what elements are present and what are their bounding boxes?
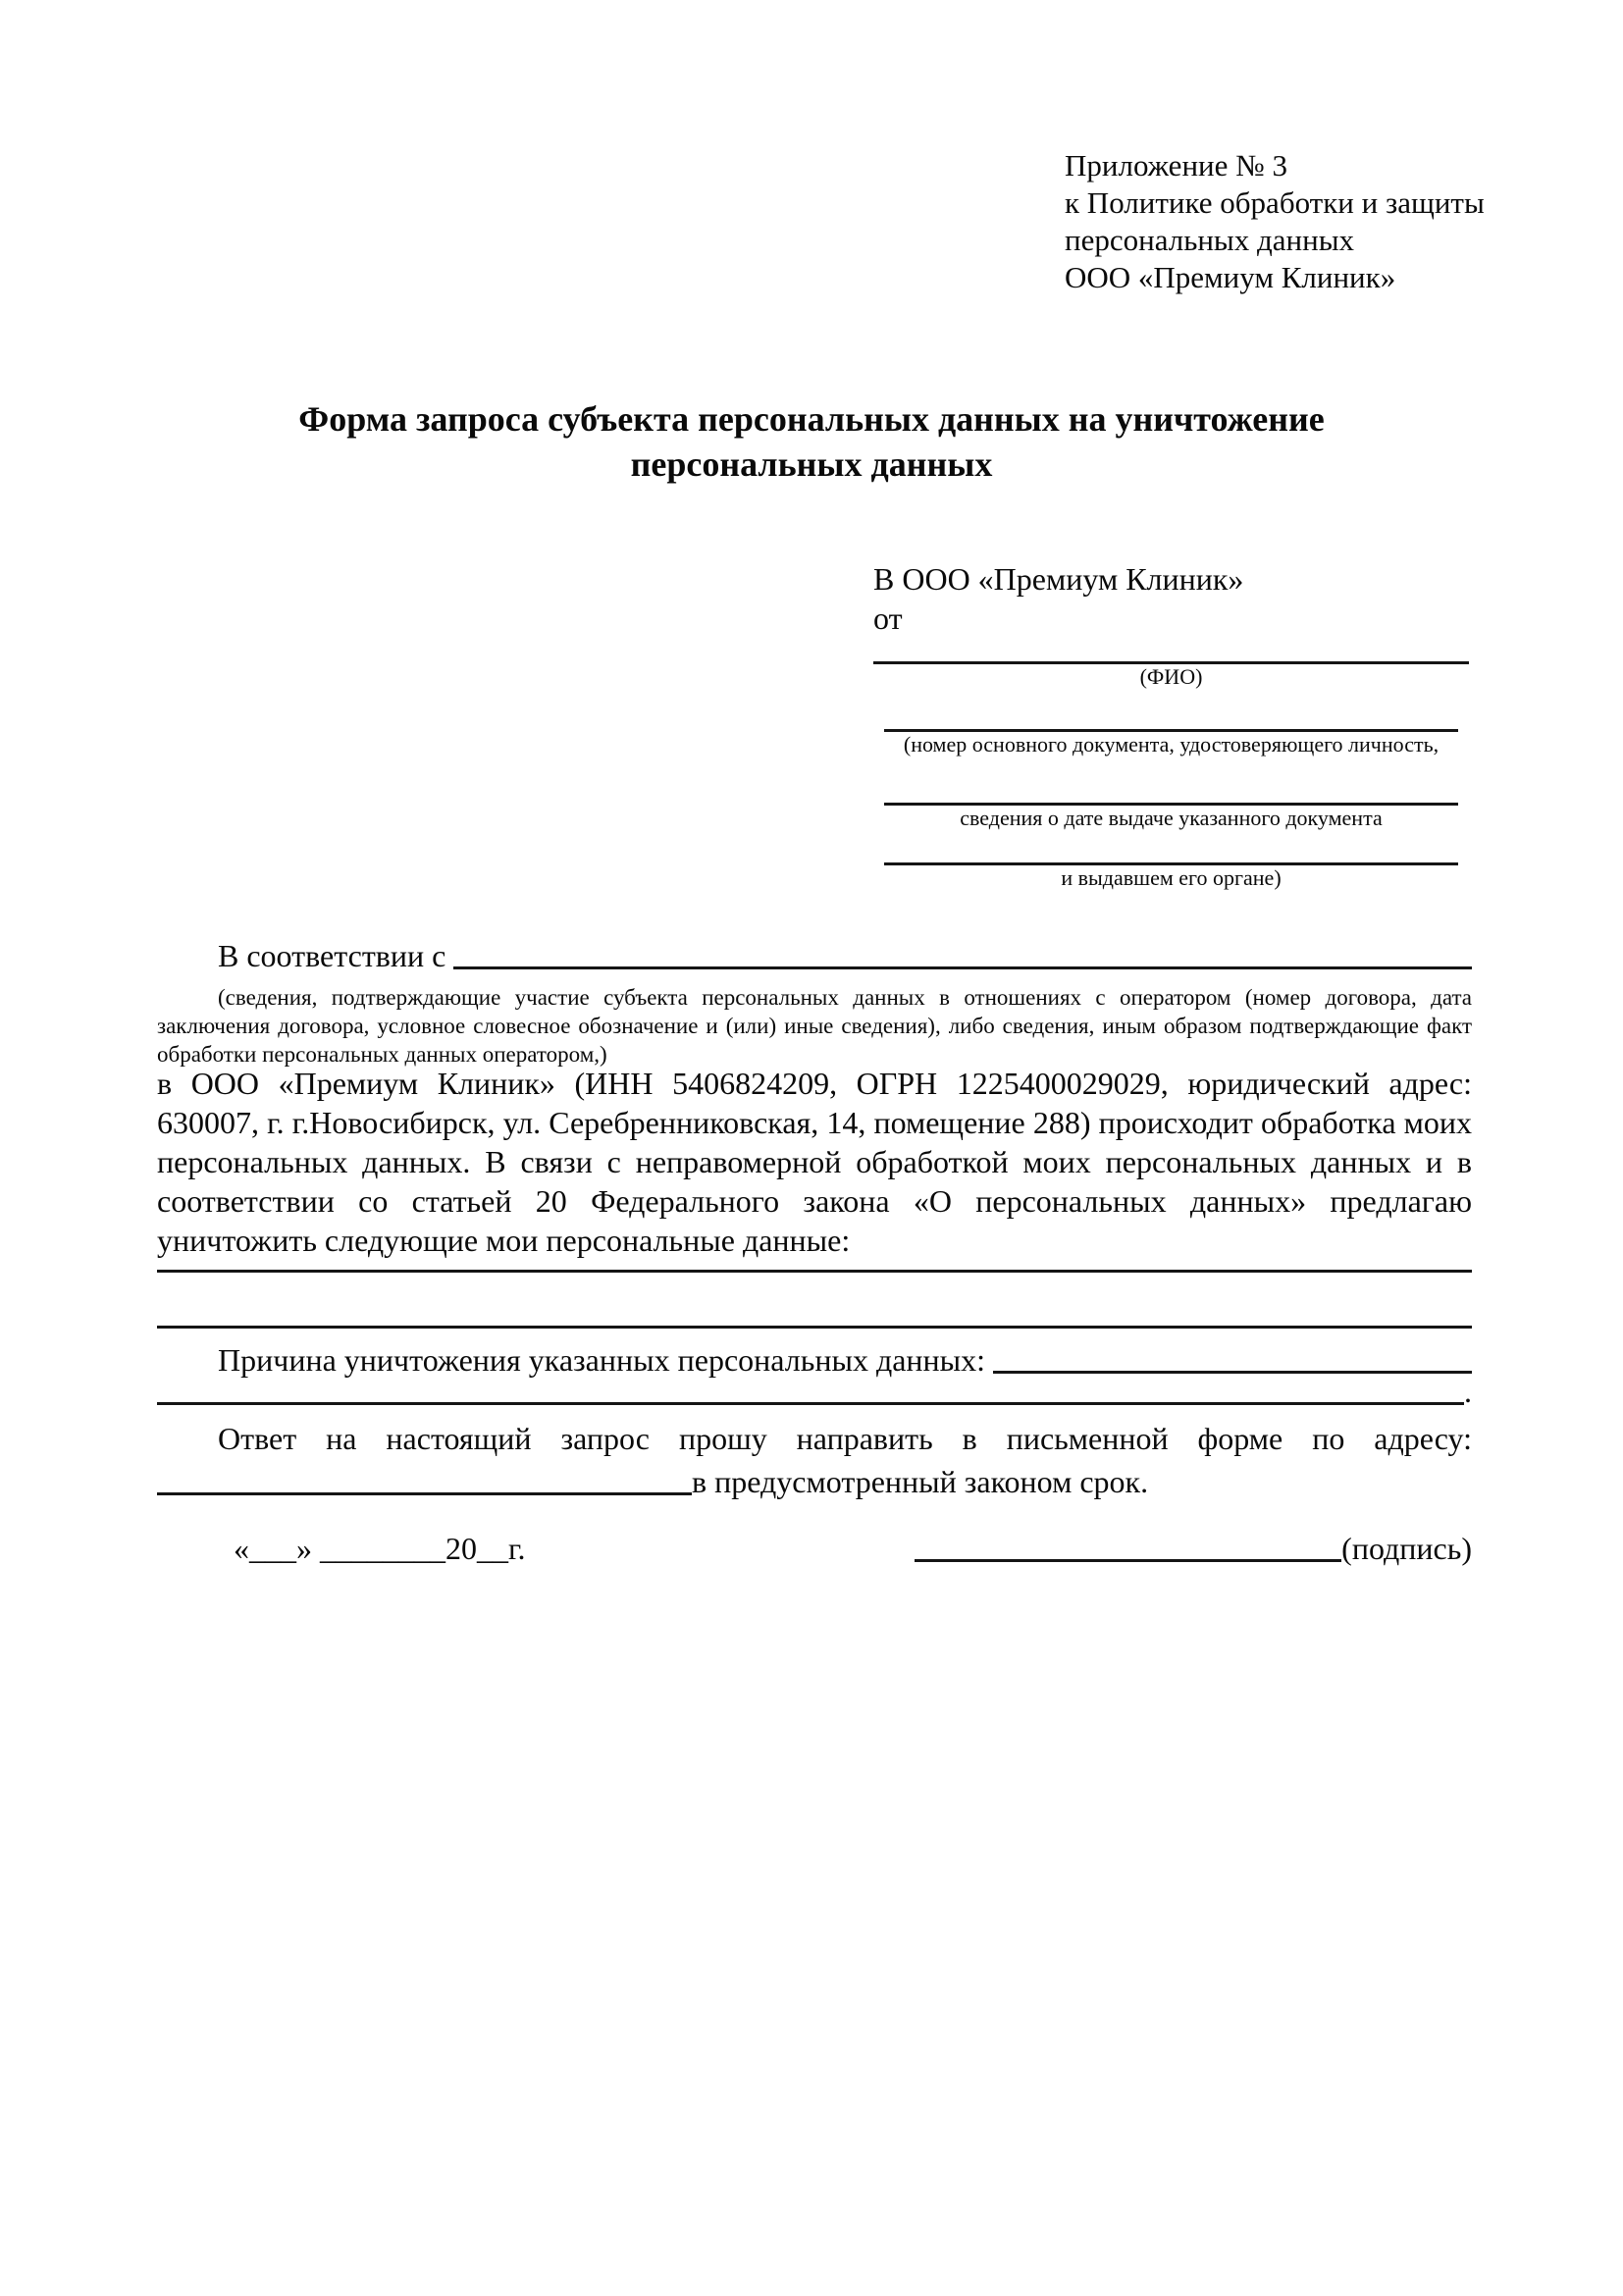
appendix-header-line: Приложение № 3 [1065, 148, 1287, 183]
signature-blank-line [915, 1559, 1341, 1562]
reason-blank-line [993, 1340, 1472, 1374]
signature-group [915, 1529, 1472, 1568]
data-blank-line-2 [157, 1326, 1472, 1329]
response-request-line: Ответ на настоящий запрос прошу направить в письменной форме по адресу: [218, 1421, 1472, 1456]
addressee-block [873, 559, 1469, 891]
addressee-to: В ООО «Премиум Клиник» [873, 561, 1244, 597]
accordance-label: В соответствии с [218, 938, 446, 973]
response-address-line [157, 1462, 1472, 1501]
reason-label: Причина уничтожения указанных персональных данных: [218, 1342, 986, 1378]
fine-print-note: (сведения, подтверждающие участие субъекта персональных данных в отношениях с оператором (номер договора, дата заключения договора, условное словесное обозначение и (или) иные сведения), либо сведения, иным образом подтверждающие факт обработки персональных данных оператором,) [157, 985, 1472, 1067]
accordance-line [157, 936, 1472, 975]
reason-continuation-line [157, 1372, 1472, 1411]
appendix-header [1065, 147, 1526, 296]
period-mark: . [1464, 1374, 1472, 1409]
appendix-header-line: персональных данных [1065, 223, 1355, 257]
fio-caption: (ФИО) [1139, 664, 1203, 689]
reason-blank-line-2 [157, 1402, 1464, 1405]
accordance-blank-line [453, 936, 1472, 969]
issuing-authority-caption: и выдавшем его органе) [1061, 865, 1282, 890]
footer-row [157, 1529, 1472, 1568]
appendix-header-line: к Политике обработки и защиты [1065, 185, 1485, 220]
response-suffix: в предусмотренный законом срок. [692, 1464, 1149, 1499]
issue-date-caption: сведения о дате выдаче указанного документа [960, 806, 1383, 830]
signature-caption: (подпись) [1341, 1531, 1472, 1566]
date-field: «___» ________20__г. [234, 1531, 526, 1566]
appendix-header-line: ООО «Премиум Клиник» [1065, 260, 1396, 294]
id-number-caption: (номер основного документа, удостоверяющего личность, [903, 732, 1440, 757]
data-blank-line-1 [157, 1270, 1472, 1273]
response-address-blank-line [157, 1492, 692, 1495]
addressee-from-label: от [873, 600, 903, 636]
main-paragraph: в ООО «Премиум Клиник» (ИНН 5406824209, ОГРН 1225400029029, юридический адрес: 630007, г. г.Новосибирск, ул. Серебренниковская, 14, помещение 288) происходит обработка моих персональных данных. В связи с неправомерной обработкой моих персональных данных и в соответствии со статьей 20 Федерального закона «О персональных данных» предлагаю уничтожить следующие мои персональные данные: [157, 1066, 1472, 1258]
document-title: Форма запроса субъекта персональных данных на уничтожение персональных данных [298, 399, 1325, 484]
